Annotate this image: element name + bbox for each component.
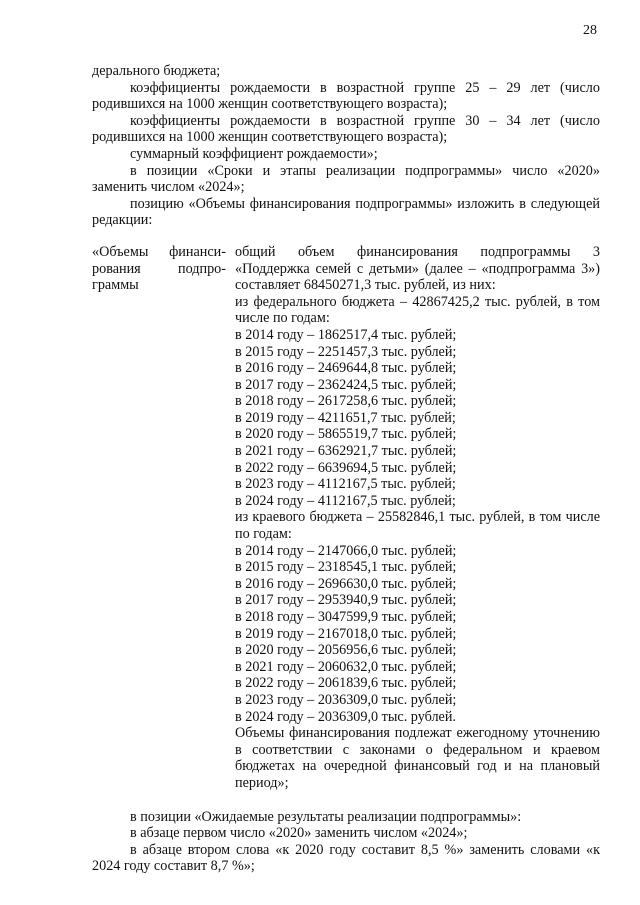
federal-year-item: в 2014 году – 1862517,4 тыс. рублей;: [235, 326, 457, 343]
paragraph: коэффициенты рождаемости в возрастной группе 25 – 29 лет (число родившихся на 1000 женщин соответствующего возраста);: [92, 79, 600, 113]
regional-year-item: в 2017 году – 2953940,9 тыс. рублей;: [235, 592, 457, 609]
federal-year-item: в 2020 году – 5865519,7 тыс. рублей;: [235, 426, 457, 443]
regional-year-item: в 2021 году – 2060632,0 тыс. рублей;: [235, 658, 457, 675]
federal-year-item: в 2016 году – 2469644,8 тыс. рублей;: [235, 360, 457, 377]
funding-footer-note: Объемы финансирования подлежат ежегодному уточнению в соответствии с законами о федеральном и краевом бюджетах на очередной финансовый год и на плановый период»;: [235, 725, 600, 791]
regional-year-item: в 2023 году – 2036309,0 тыс. рублей;: [235, 691, 457, 708]
regional-year-item: в 2019 году – 2167018,0 тыс. рублей;: [235, 625, 457, 642]
federal-year-item: в 2015 году – 2251457,3 тыс. рублей;: [235, 343, 457, 360]
federal-year-item: в 2024 году – 4112167,5 тыс. рублей;: [235, 492, 456, 509]
document-body: [92, 63, 600, 875]
paragraph: в позиции «Ожидаемые результаты реализации подпрограммы»:: [130, 808, 522, 825]
paragraph: в позиции «Сроки и этапы реализации подпрограммы» число «2020» заменить числом «2024»;: [92, 162, 600, 196]
federal-year-item: в 2023 году – 4112167,5 тыс. рублей;: [235, 476, 456, 493]
regional-year-item: в 2020 году – 2056956,6 тыс. рублей;: [235, 642, 457, 659]
label-line: «Объемы финанси-: [92, 243, 226, 260]
federal-budget-header: из федерального бюджета – 42867425,2 тыс. рублей, в том числе по годам:: [235, 293, 600, 327]
label-line: граммы: [92, 277, 139, 294]
intro-section: [92, 63, 600, 229]
regional-year-item: в 2018 году – 3047599,9 тыс. рублей;: [235, 609, 457, 625]
paragraph: позицию «Объемы финансирования подпрограммы» изложить в следующей редакции:: [92, 195, 600, 229]
funding-table-label-cell: [92, 244, 226, 792]
paragraph: дерального бюджета;: [92, 63, 221, 79]
regional-years-list: [235, 543, 600, 726]
funding-table: [92, 244, 600, 792]
federal-year-item: в 2022 году – 6639694,5 тыс. рублей;: [235, 459, 457, 476]
paragraph: в абзаце втором слова «к 2020 году составит 8,5 %» заменить словами «к 2024 году составит 8,7 %»;: [92, 841, 600, 875]
paragraph: коэффициенты рождаемости в возрастной группе 30 – 34 лет (число родившихся на 1000 женщин соответствующего возраста);: [92, 112, 600, 146]
page-number: 28: [583, 23, 597, 38]
paragraph: в абзаце первом число «2020» заменить числом «2024»;: [130, 825, 468, 842]
regional-year-item: в 2016 году – 2696630,0 тыс. рублей;: [235, 575, 457, 592]
after-section: [92, 809, 600, 875]
funding-summary: общий объем финансирования подпрограммы 3 «Поддержка семей с детьми» (далее – «подпрограмма 3») составляет 68450271,3 тыс. рублей, из них:: [235, 243, 600, 294]
federal-years-list: [235, 327, 600, 510]
paragraph: суммарный коэффициент рождаемости»;: [130, 145, 378, 162]
federal-year-item: в 2018 году – 2617258,6 тыс. рублей;: [235, 393, 457, 410]
regional-year-item: в 2024 году – 2036309,0 тыс. рублей.: [235, 708, 456, 725]
regional-year-item: в 2014 году – 2147066,0 тыс. рублей;: [235, 542, 457, 559]
regional-budget-header: из краевого бюджета – 25582846,1 тыс. рублей, в том числе по годам:: [235, 509, 600, 543]
federal-year-item: в 2021 году – 6362921,7 тыс. рублей;: [235, 443, 457, 460]
funding-table-value-cell: [226, 244, 600, 792]
label-line: рования подпро-: [92, 260, 226, 277]
federal-year-item: в 2017 году – 2362424,5 тыс. рублей;: [235, 376, 457, 393]
regional-year-item: в 2022 году – 2061839,6 тыс. рублей;: [235, 675, 457, 692]
federal-year-item: в 2019 году – 4211651,7 тыс. рублей;: [235, 409, 456, 426]
regional-year-item: в 2015 году – 2318545,1 тыс. рублей;: [235, 559, 457, 576]
